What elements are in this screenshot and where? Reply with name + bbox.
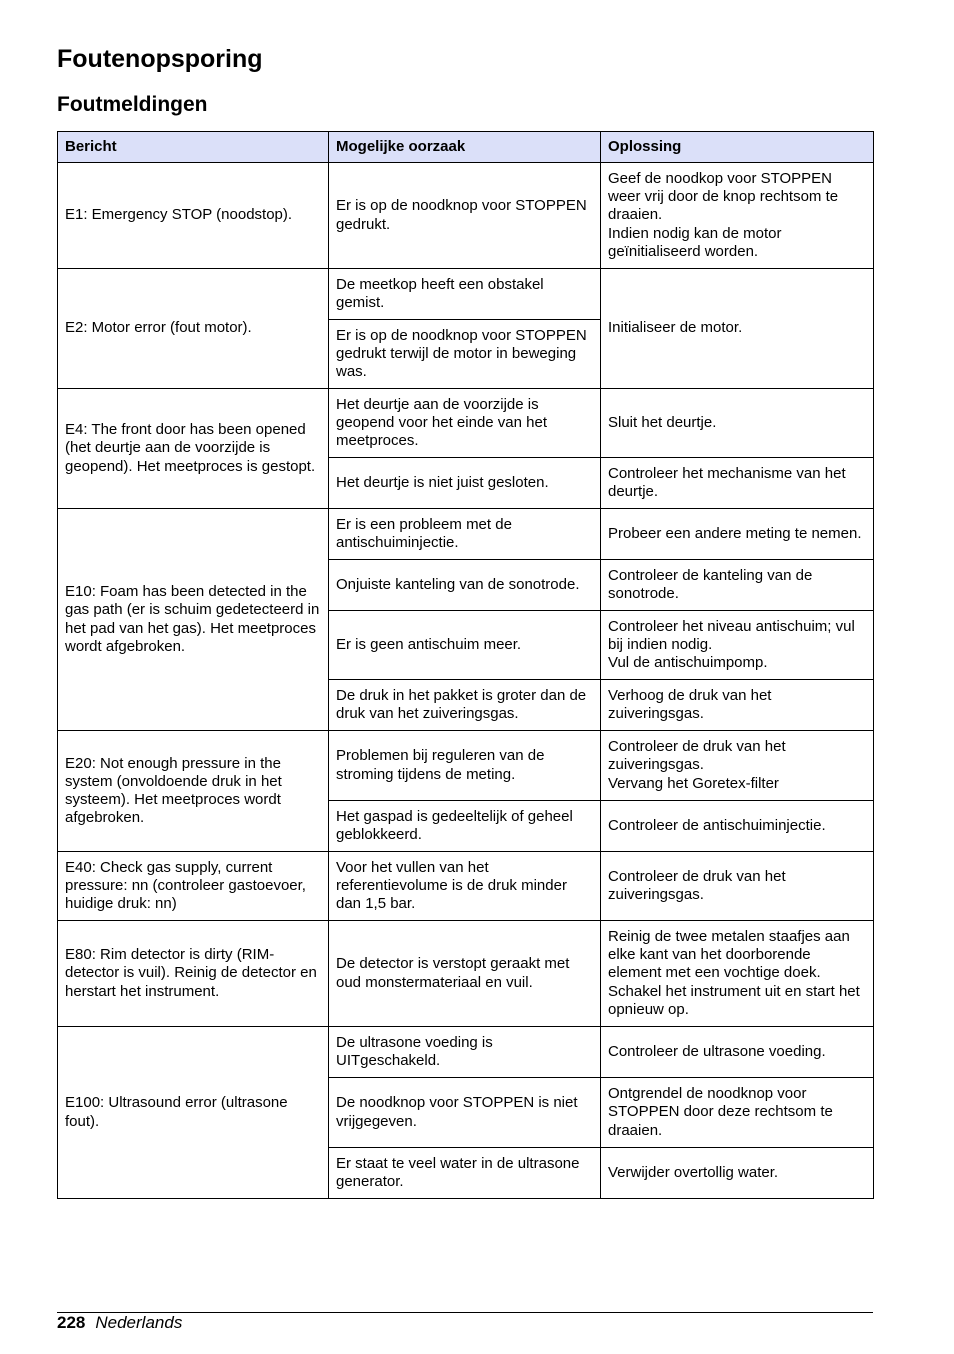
solution-cell: Controleer het mechanisme van het deurtje. — [601, 458, 874, 509]
header-bericht: Bericht — [58, 132, 329, 163]
solution-cell: Reinig de twee metalen staafjes aan elke kant van het doorborende element met een vochtige doek. Schakel het instrument uit en start het opnieuw op. — [601, 921, 874, 1027]
solution-cell: Ontgrendel de noodknop voor STOPPEN door deze rechtsom te draaien. — [601, 1078, 874, 1148]
message-cell: E2: Motor error (fout motor). — [58, 269, 329, 389]
solution-cell: Controleer de ultrasone voeding. — [601, 1027, 874, 1078]
table-row — [58, 269, 874, 320]
message-cell: E10: Foam has been detected in the gas path (er is schuim gedetecteerd in het pad van het gas). Het meetproces wordt afgebroken. — [58, 509, 329, 731]
message-cell: E40: Check gas supply, current pressure: nn (controleer gastoevoer, huidige druk: nn) — [58, 852, 329, 921]
page-title: Foutenopsporing — [57, 45, 263, 73]
cause-cell: De detector is verstopt geraakt met oud monstermateriaal en vuil. — [329, 921, 601, 1027]
message-cell: E4: The front door has been opened (het deurtje aan de voorzijde is geopend). Het meetproces is gestopt. — [58, 389, 329, 509]
solution-cell: Verwijder overtollig water. — [601, 1148, 874, 1199]
cause-cell: Er is geen antischuim meer. — [329, 611, 601, 680]
solution-cell: Sluit het deurtje. — [601, 389, 874, 458]
cause-cell: Er is op de noodknop voor STOPPEN gedrukt terwijl de motor in beweging was. — [329, 320, 601, 389]
cause-cell: De meetkop heeft een obstakel gemist. — [329, 269, 601, 320]
footer-language: Nederlands — [95, 1313, 183, 1332]
table-header-row — [58, 132, 874, 163]
solution-cell: Verhoog de druk van het zuiveringsgas. — [601, 680, 874, 731]
cause-cell: Het deurtje is niet juist gesloten. — [329, 458, 601, 509]
cause-cell: Voor het vullen van het referentievolume is de druk minder dan 1,5 bar. — [329, 852, 601, 921]
page-number: 228 — [57, 1313, 86, 1332]
table-row — [58, 921, 874, 1027]
table-row — [58, 163, 874, 269]
solution-cell: Geef de noodkop voor STOPPEN weer vrij door de knop rechtsom te draaien. Indien nodig kan de motor geïnitialiseerd worden. — [601, 163, 874, 269]
message-cell: E100: Ultrasound error (ultrasone fout). — [58, 1027, 329, 1199]
cause-cell: Het gaspad is gedeeltelijk of geheel geblokkeerd. — [329, 801, 601, 852]
solution-cell: Controleer de druk van het zuiveringsgas. — [601, 852, 874, 921]
table-row — [58, 389, 874, 458]
cause-cell: Er is op de noodknop voor STOPPEN gedrukt. — [329, 163, 601, 269]
cause-cell: Onjuiste kanteling van de sonotrode. — [329, 560, 601, 611]
solution-cell: Probeer een andere meting te nemen. — [601, 509, 874, 560]
cause-cell: De ultrasone voeding is UITgeschakeld. — [329, 1027, 601, 1078]
header-mogelijke-oorzaak: Mogelijke oorzaak — [329, 132, 601, 163]
cause-cell: De druk in het pakket is groter dan de druk van het zuiveringsgas. — [329, 680, 601, 731]
solution-cell: Controleer de druk van het zuiveringsgas. Vervang het Goretex-filter — [601, 731, 874, 801]
cause-cell: Er is een probleem met de antischuiminjectie. — [329, 509, 601, 560]
cause-cell: Er staat te veel water in de ultrasone generator. — [329, 1148, 601, 1199]
table-row — [58, 1027, 874, 1078]
cause-cell: Het deurtje aan de voorzijde is geopend voor het einde van het meetproces. — [329, 389, 601, 458]
message-cell: E20: Not enough pressure in the system (onvoldoende druk in het systeem). Het meetproces wordt afgebroken. — [58, 731, 329, 852]
table-row — [58, 852, 874, 921]
solution-cell: Controleer het niveau antischuim; vul bij indien nodig. Vul de antischuimpomp. — [601, 611, 874, 680]
section-title: Foutmeldingen — [57, 93, 208, 116]
solution-cell: Controleer de antischuiminjectie. — [601, 801, 874, 852]
message-cell: E1: Emergency STOP (noodstop). — [58, 163, 329, 269]
table-row — [58, 509, 874, 560]
table-row — [58, 731, 874, 801]
solution-cell: Controleer de kanteling van de sonotrode. — [601, 560, 874, 611]
message-cell: E80: Rim detector is dirty (RIM-detector is vuil). Reinig de detector en herstart het instrument. — [58, 921, 329, 1027]
cause-cell: Problemen bij reguleren van de stroming tijdens de meting. — [329, 731, 601, 801]
error-messages-table — [57, 131, 874, 1199]
solution-cell: Initialiseer de motor. — [601, 269, 874, 389]
header-oplossing: Oplossing — [601, 132, 874, 163]
cause-cell: De noodknop voor STOPPEN is niet vrijgegeven. — [329, 1078, 601, 1148]
page-footer — [57, 1312, 182, 1334]
